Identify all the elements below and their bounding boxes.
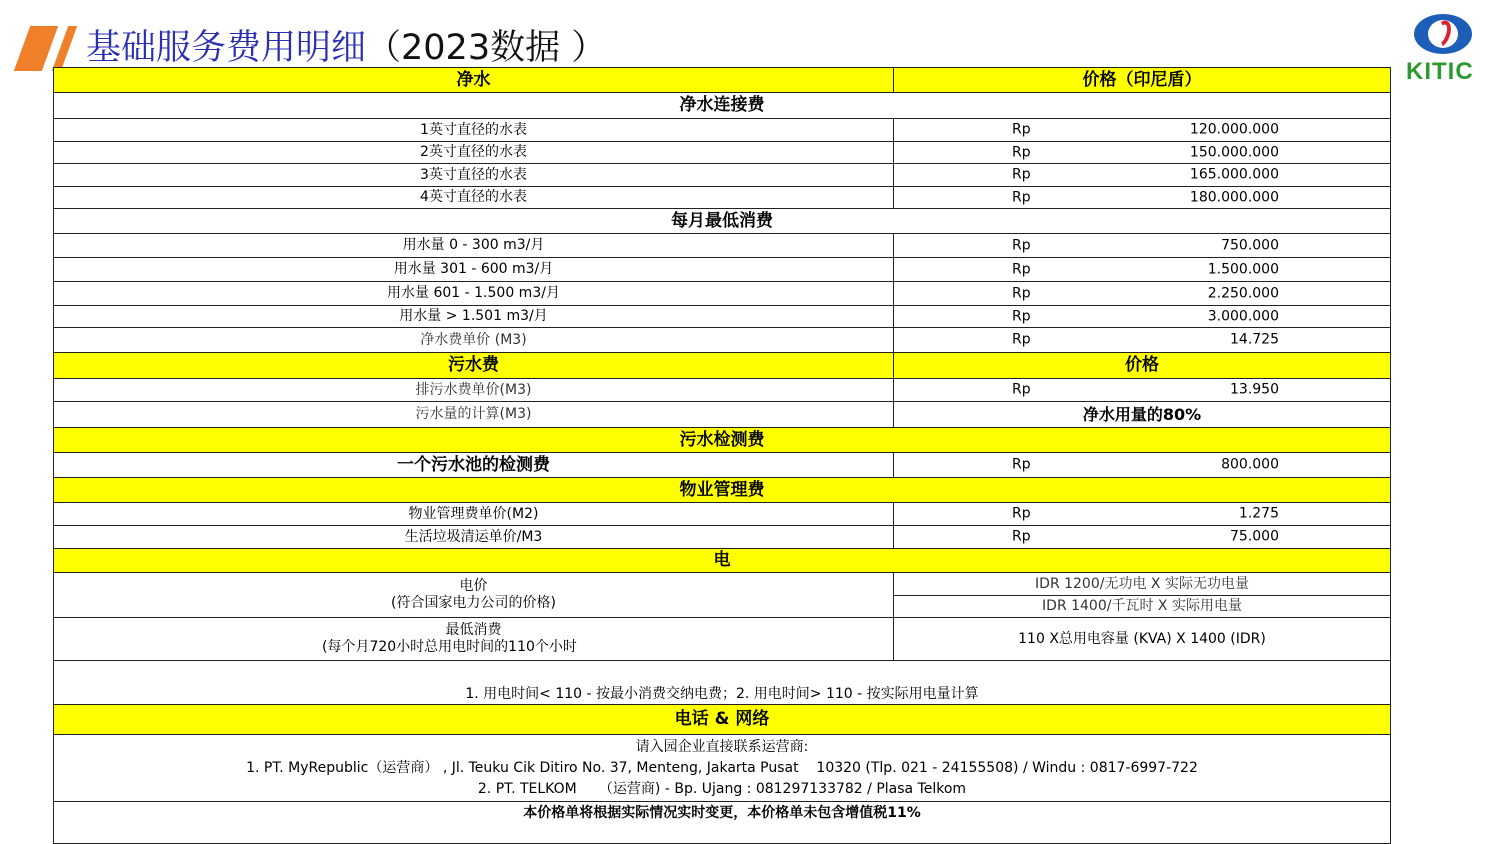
currency: Rp xyxy=(1012,505,1031,522)
currency: Rp xyxy=(1012,381,1031,398)
row-label: 物业管理费单价(M2) xyxy=(54,503,894,526)
amount: 800.000 xyxy=(1221,456,1279,473)
price-header: 价格（印尼盾） xyxy=(894,68,1391,93)
water-header: 净水 xyxy=(54,68,894,93)
price-header: 价格 xyxy=(894,353,1391,379)
telecom-header: 电话 & 网络 xyxy=(54,705,1391,735)
row-label: 净水费单价 (M3) xyxy=(54,328,894,353)
section-title: 每月最低消费 xyxy=(54,209,1391,234)
kitic-logo: KITIC xyxy=(1404,14,1484,86)
currency: Rp xyxy=(1012,528,1031,545)
table-row xyxy=(54,306,1391,328)
amount: 13.950 xyxy=(1230,381,1279,398)
row-label: 2英寸直径的水表 xyxy=(54,142,894,164)
fee-table xyxy=(53,67,1391,844)
table-header-row xyxy=(54,68,1391,93)
row-label: 1英寸直径的水表 xyxy=(54,119,894,142)
currency: Rp xyxy=(1012,308,1031,324)
amount: 14.725 xyxy=(1230,331,1279,348)
electricity-note: 1. 用电时间< 110 - 按最小消费交纳电费；2. 用电时间> 110 - 按实际用电量计算 xyxy=(54,661,1391,705)
row-label: 一个污水池的检测费 xyxy=(54,453,894,478)
telecom-line-1: 1. PT. MyRepublic（运营商） , Jl. Teuku Cik Ditiro No. 37, Menteng, Jakarta Pusat 10320 (Tlp. 021 - 24155508) / Windu : 0817-6997-722 xyxy=(246,759,1198,776)
amount: 180.000.000 xyxy=(1189,189,1279,205)
amount: 1.500.000 xyxy=(1207,261,1279,277)
row-label: 用水量 0 - 300 m3/月 xyxy=(54,234,894,258)
table-row xyxy=(54,142,1391,164)
currency: Rp xyxy=(1012,237,1031,253)
amount: 2.250.000 xyxy=(1207,285,1279,301)
inspection-header: 污水检测费 xyxy=(54,428,1391,453)
table-row xyxy=(54,453,1391,478)
sewage-header: 污水费 xyxy=(54,353,894,379)
currency: Rp xyxy=(1012,261,1031,277)
electricity-min-value: 110 X总用电容量 (KVA) X 1400 (IDR) xyxy=(894,618,1391,661)
table-row xyxy=(54,234,1391,258)
row-label: 用水量 601 - 1.500 m3/月 xyxy=(54,282,894,306)
row-label: 排污水费单价(M3) xyxy=(54,379,894,402)
currency: Rp xyxy=(1012,456,1031,473)
amount: 3.000.000 xyxy=(1207,308,1279,324)
row-label: 用水量 > 1.501 m3/月 xyxy=(54,306,894,328)
row-label: 用水量 301 - 600 m3/月 xyxy=(54,258,894,282)
currency: Rp xyxy=(1012,189,1031,205)
table-row xyxy=(54,379,1391,402)
currency: Rp xyxy=(1012,285,1031,301)
amount: 75.000 xyxy=(1230,528,1279,545)
telecom-contacts xyxy=(54,735,1391,802)
currency: Rp xyxy=(1012,121,1031,138)
amount: 750.000 xyxy=(1221,237,1279,253)
row-label: 污水量的计算(M3) xyxy=(54,402,894,428)
vat-disclaimer: 本价格单将根据实际情况实时变更，本价格单未包含增值税11% xyxy=(54,802,1391,844)
page-title: 基础服务费用明细（2023数据 ） xyxy=(86,28,607,68)
table-row xyxy=(54,187,1391,209)
row-label: 4英寸直径的水表 xyxy=(54,187,894,209)
row-label: 生活垃圾清运单价/M3 xyxy=(54,526,894,549)
sewage-calc-value: 净水用量的80% xyxy=(894,402,1391,428)
property-header: 物业管理费 xyxy=(54,478,1391,503)
electricity-price-label: 电价 (符合国家电力公司的价格) xyxy=(54,573,894,618)
table-row xyxy=(54,526,1391,549)
table-row xyxy=(54,503,1391,526)
electricity-price-2: IDR 1400/千瓦时 X 实际用电量 xyxy=(894,596,1391,618)
telecom-intro: 请入园企业直接联系运营商: xyxy=(635,738,809,755)
currency: Rp xyxy=(1012,144,1031,160)
row-label: 3英寸直径的水表 xyxy=(54,164,894,187)
electricity-price-1: IDR 1200/无功电 X 实际无功电量 xyxy=(894,573,1391,596)
currency: Rp xyxy=(1012,166,1031,183)
amount: 165.000.000 xyxy=(1189,166,1279,183)
table-row xyxy=(54,573,1391,596)
currency: Rp xyxy=(1012,331,1031,348)
table-row xyxy=(54,618,1391,661)
table-row xyxy=(54,282,1391,306)
table-row xyxy=(54,258,1391,282)
electricity-min-label: 最低消费 (每个月720小时总用电时间的110个小时 xyxy=(54,618,894,661)
telecom-line-2: 2. PT. TELKOM （运营商) - Bp. Ujang : 081297133782 / Plasa Telkom xyxy=(477,780,967,797)
table-row xyxy=(54,164,1391,187)
amount: 120.000.000 xyxy=(1189,121,1279,138)
table-row xyxy=(54,402,1391,428)
table-row xyxy=(54,328,1391,353)
electricity-header: 电 xyxy=(54,549,1391,573)
section-title: 净水连接费 xyxy=(54,93,1391,119)
amount: 1.275 xyxy=(1238,505,1279,522)
amount: 150.000.000 xyxy=(1189,144,1279,160)
title-accent-bar xyxy=(14,26,58,71)
table-row xyxy=(54,119,1391,142)
